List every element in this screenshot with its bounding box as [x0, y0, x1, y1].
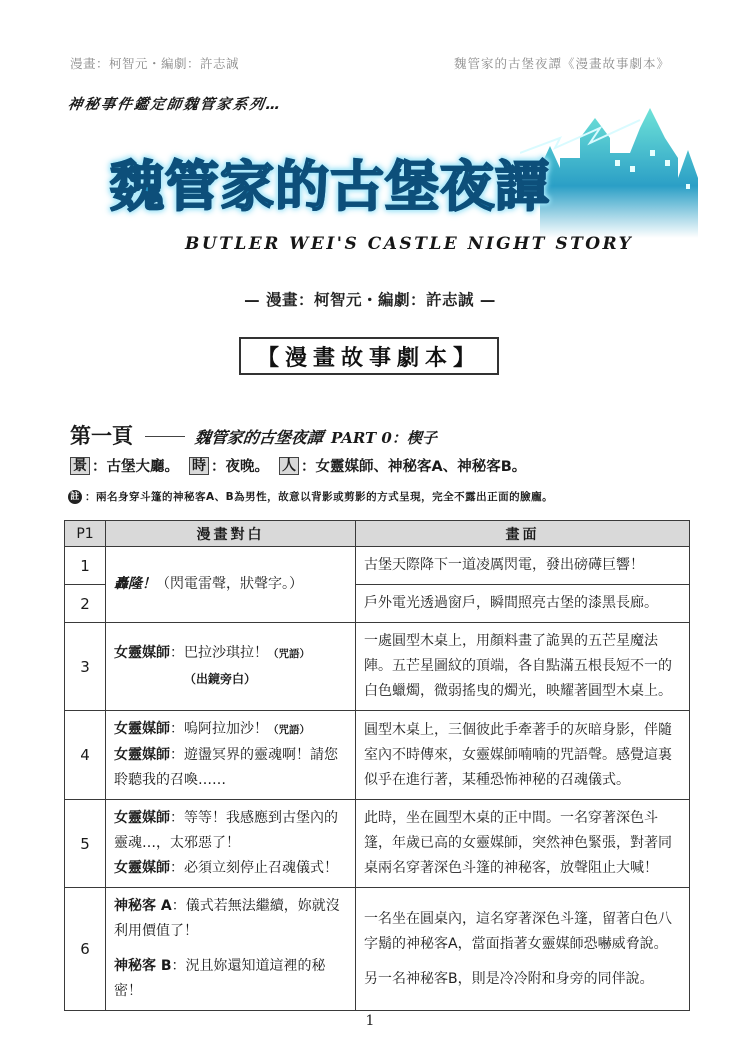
logo-english-subtitle: BUTLER WEI'S CASTLE NIGHT STORY	[185, 234, 634, 254]
header-dialogue: 漫畫對白	[106, 521, 356, 547]
table-row	[65, 623, 690, 711]
table-header-row	[65, 521, 690, 547]
scene-cell: 圓型木桌上，三個彼此手牽著手的灰暗身影，伴隨室內不時傳來，女靈媒師喃喃的咒語聲。感覺這裏似乎在進行著，某種恐怖神秘的召魂儀式。	[356, 711, 690, 800]
script-table	[64, 520, 690, 1011]
dialogue-line: ：遊盪冥界的靈魂啊！請您聆聽我的召喚……	[114, 747, 338, 788]
scene-cell: 古堡天際降下一道凌厲閃電，發出磅礡巨響！	[356, 547, 690, 585]
scene-cell: 一處圓型木桌上，用顏料畫了詭異的五芒星魔法陣。五芒星圖紋的頂端，各自點滿五根長短不一的白色蠟燭，微弱搖曳的燭光，映耀著圓型木桌上。	[356, 623, 690, 711]
page-heading-number: 第一頁	[70, 424, 133, 448]
scene-text: 一名坐在圓桌內，這名穿著深色斗篷，留著白色八字鬍的神秘客A，當面指著女靈媒師恐嚇威脅說。	[364, 910, 672, 952]
title-logo	[100, 118, 700, 268]
page-heading-subtitle: 魏管家的古堡夜譚	[193, 428, 324, 447]
scene-text: 另一名神秘客B，則是冷冷附和身旁的同伴說。	[364, 970, 654, 987]
dialogue-note: （咒語）	[268, 648, 310, 660]
people-value: ：女靈媒師、神秘客A、神秘客B。	[301, 459, 527, 475]
running-header-credits: 漫畫：柯智元・編劇：許志誠	[70, 56, 240, 71]
scene-cell: 戶外電光透過窗戶，瞬間照亮古堡的漆黑長廊。	[356, 585, 690, 623]
dialogue-line: ：儀式若無法繼續，妳就沒利用價值了！	[114, 898, 340, 939]
time-tag: 時	[189, 457, 209, 475]
running-header-title: 魏管家的古堡夜譚《漫畫故事劇本》	[453, 56, 670, 71]
script-label: 【漫畫故事劇本】	[256, 345, 481, 371]
header-scene: 畫面	[356, 521, 690, 547]
logo-title: 魏管家的古堡夜譚	[110, 144, 550, 221]
sound-effect: 轟隆！	[114, 576, 156, 592]
scene-cell	[356, 888, 690, 1011]
table-row	[65, 547, 690, 585]
scene-info	[70, 455, 536, 476]
place-tag: 景	[70, 457, 90, 475]
dialogue-text: （閃電雷聲，狀聲字。）	[156, 576, 303, 592]
panel-number: 1	[65, 547, 106, 585]
speaker: 女靈媒師	[114, 747, 170, 763]
dialogue-cell	[106, 888, 356, 1011]
time-value: ：夜晚。	[211, 459, 269, 475]
speaker: 女靈媒師	[114, 860, 170, 876]
speaker: 神秘客 A	[114, 898, 172, 914]
table-row	[65, 800, 690, 888]
dialogue-aside: （出鏡旁白）	[184, 672, 257, 686]
speaker: 神秘客 B	[114, 958, 172, 974]
credits-line: — 漫畫：柯智元・編劇：許志誠 —	[244, 291, 496, 309]
dialogue-cell	[106, 711, 356, 800]
note-text: ：兩名身穿斗篷的神秘客A、B為男性，故意以背影或剪影的方式呈現，完全不露出正面的臉龐。	[85, 491, 554, 503]
dialogue-line: ：等等！我感應到古堡內的靈魂…，太邪惡了！	[114, 810, 338, 851]
panel-number: 2	[65, 585, 106, 623]
scene-cell: 此時，坐在圓型木桌的正中間。一名穿著深色斗篷，年歲已高的女靈媒師，突然神色緊張，對著同桌兩名穿著深色斗篷的神秘客，放聲阻止大喊！	[356, 800, 690, 888]
note-badge-icon: 註	[68, 490, 82, 504]
speaker: 女靈媒師	[114, 721, 170, 737]
series-tagline: 神秘事件鑑定師魏管家系列…	[66, 97, 284, 113]
place-value: ：古堡大廳。	[92, 459, 179, 475]
dialogue-line: ：必須立刻停止召魂儀式！	[170, 860, 338, 876]
page-heading-part: PART 0：楔子	[331, 429, 437, 447]
production-note	[68, 489, 553, 504]
speaker: 女靈媒師	[114, 645, 170, 661]
people-tag: 人	[279, 457, 299, 475]
panel-number: 5	[65, 800, 106, 888]
dialogue-line: ：況且妳還知道這裡的秘密！	[114, 958, 326, 999]
page-number: 1	[365, 1013, 375, 1029]
dialogue-line: ：嗚阿拉加沙！	[170, 721, 268, 737]
table-row	[65, 711, 690, 800]
dialogue-cell	[106, 800, 356, 888]
panel-number: 6	[65, 888, 106, 1011]
dialogue-line: ：巴拉沙琪拉！	[170, 645, 268, 661]
dialogue-cell	[106, 547, 356, 623]
speaker: 女靈媒師	[114, 810, 170, 826]
panel-number: 4	[65, 711, 106, 800]
script-label-box	[239, 337, 499, 375]
header-panel: P1	[65, 521, 106, 547]
heading-dash	[145, 436, 185, 437]
panel-number: 3	[65, 623, 106, 711]
page-heading	[70, 420, 437, 450]
table-row	[65, 888, 690, 1011]
dialogue-cell	[106, 623, 356, 711]
dialogue-note: （咒語）	[268, 724, 310, 736]
